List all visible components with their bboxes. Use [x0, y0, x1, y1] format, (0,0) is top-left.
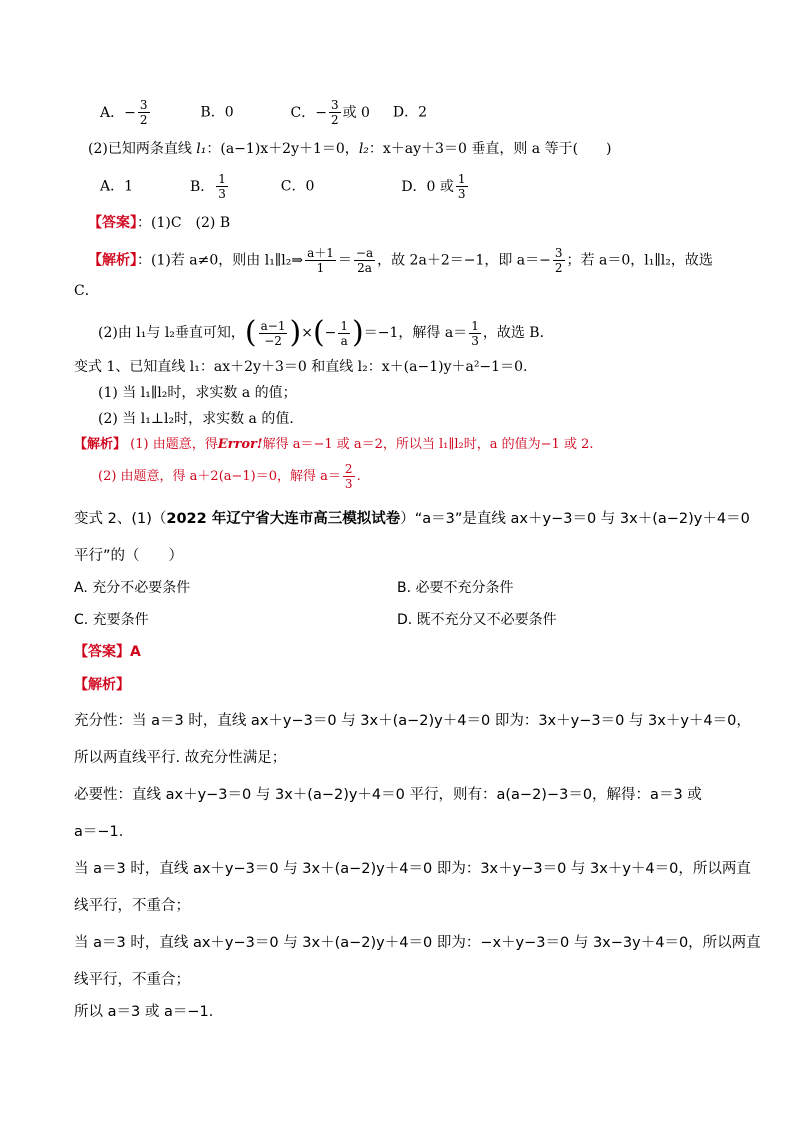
- variant-1-analysis-1: 【解析】 (1) 由题意，得Error!解得 a＝−1 或 a＝2，所以当 l₁∥l₂时，a 的值为−1 或 2.: [74, 437, 594, 452]
- variant-2-title: 变式 2、(1)（2022 年辽宁省大连市高三模拟试卷）“a＝3”是直线 ax＋y−3＝0 与 3x＋(a−2)y＋4＝0: [74, 511, 750, 527]
- variant-1-title: 变式 1、已知直线 l₁：ax＋2y＋3＝0 和直线 l₂：x＋(a−1)y＋a²−1＝0.: [74, 359, 528, 375]
- q2-options-row: [100, 172, 470, 201]
- fraction: $\frac{3}{2}$: [330, 98, 339, 127]
- variant-2-line-5: 当 a＝3 时，直线 ax＋y−3＝0 与 3x＋(a−2)y＋4＝0 即为：3x＋y−3＝0 与 3x＋y＋4＝0，所以两直: [74, 861, 751, 877]
- variant-2-title-cont: 平行”的（ ）: [74, 548, 184, 564]
- variant-2-option-c[interactable]: C. 充要条件: [74, 612, 149, 628]
- variant-2-line-9: 所以 a＝3 或 a＝−1．: [74, 1004, 224, 1020]
- q1-options-row: [100, 98, 427, 127]
- variant-1-sub2: (2) 当 l₁⊥l₂时，求实数 a 的值．: [98, 411, 304, 427]
- q2-option-b[interactable]: B． $\frac{1}{3}$: [189, 172, 226, 201]
- variant-2-option-b[interactable]: B. 必要不充分条件: [397, 580, 514, 596]
- analysis-1-line2: C．: [74, 283, 99, 299]
- variant-2-analysis-label: 【解析】: [74, 677, 130, 693]
- variant-2-line-8: 线平行，不重合；: [74, 972, 190, 988]
- analysis-1-line3: (2)由 l₁与 l₂垂直可知，( $\frac{a-1}{-2}$ )×(− $\frac{1}{a}$ )＝−1，解得 a＝ $\frac{1}{3}$ ，故选 B．: [98, 315, 554, 350]
- q2-option-a[interactable]: A．1: [100, 178, 134, 195]
- variant-2-answer: 【答案】A: [74, 644, 141, 660]
- variant-2-line-6: 线平行，不重合；: [74, 898, 190, 914]
- variant-2-line-7: 当 a＝3 时，直线 ax＋y−3＝0 与 3x＋(a−2)y＋4＝0 即为：−x＋y−3＝0 与 3x−3y＋4＝0，所以两直: [74, 935, 761, 951]
- fraction: $\frac{3}{2}$: [139, 98, 148, 127]
- variant-2-option-d[interactable]: D. 既不充分又不必要条件: [397, 612, 557, 628]
- q1-option-b[interactable]: B．0: [200, 104, 234, 121]
- q2-option-d[interactable]: D．0 或 $\frac{1}{3}$: [401, 172, 466, 201]
- variant-2-line-3: 必要性：直线 ax＋y−3＝0 与 3x＋(a−2)y＋4＝0 平行，则有：a(a−2)−3＝0，解得：a＝3 或: [74, 787, 702, 803]
- q2-stem: (2)已知两条直线 l₁：(a−1)x＋2y＋1＝0，l₂：x＋ay＋3＝0 垂直，则 a 等于( ): [88, 141, 612, 157]
- analysis-1-line1: 【解析】：(1)若 a≠0，则由 l₁∥l₂⇒ $\frac{a+1}{1}$ ＝ $\frac{-a}{2a}$ ，故 2a＋2＝−1，即 a＝− $\frac{3}{2}$ ；若 a＝0，l₁∥l₂，故选: [88, 246, 713, 275]
- variant-2-option-a[interactable]: A. 充分不必要条件: [74, 580, 191, 596]
- q2-option-c[interactable]: C．0: [280, 178, 315, 195]
- q1-option-d[interactable]: D．2: [392, 104, 428, 121]
- variant-2-line-1: 充分性：当 a＝3 时，直线 ax＋y−3＝0 与 3x＋(a−2)y＋4＝0 即为：3x＋y−3＝0 与 3x＋y＋4＝0，: [74, 713, 751, 729]
- variant-1-sub1: (1) 当 l₁∥l₂时，求实数 a 的值；: [98, 385, 297, 401]
- variant-2-line-2: 所以两直线平行. 故充分性满足；: [74, 750, 287, 766]
- answer-1: 【答案】：(1)C (2) B: [88, 215, 231, 231]
- variant-1-analysis-2: (2) 由题意，得 a＋2(a−1)＝0，解得 a＝ $\frac{2}{3}$ .: [98, 462, 361, 491]
- variant-2-line-4: a＝−1．: [74, 824, 134, 840]
- q1-option-c[interactable]: C．− $\frac{3}{2}$ 或 0: [290, 98, 370, 127]
- q1-option-a[interactable]: A．− $\frac{3}{2}$: [100, 98, 148, 127]
